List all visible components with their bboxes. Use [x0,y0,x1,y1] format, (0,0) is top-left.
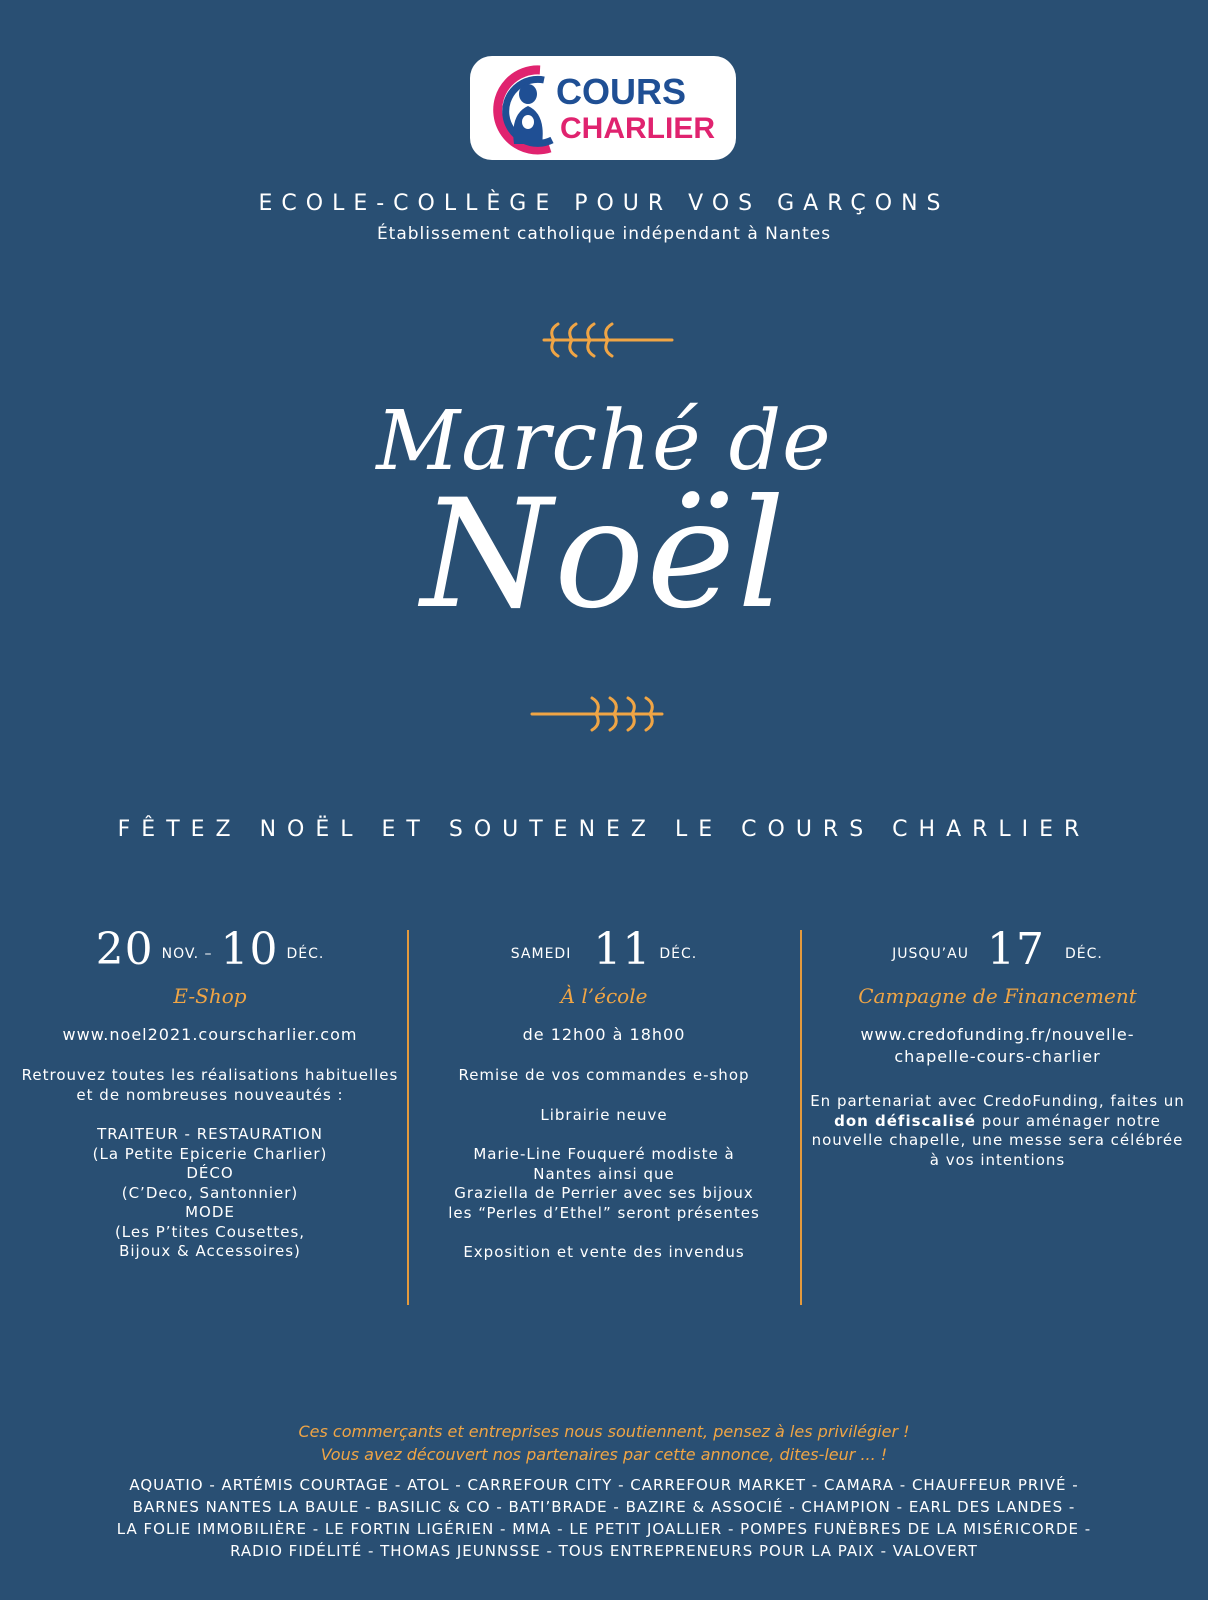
school-event-time: de 12h00 à 18h00 [522,1025,686,1044]
cours-charlier-logo [470,56,736,160]
wheat-sprig-bottom-icon [524,694,670,734]
tagline: FÊTEZ NOËL ET SOUTENEZ LE COURS CHARLIER [117,817,1091,842]
date-number: 10 [220,924,279,975]
event-title-line2: Noël [420,468,788,642]
eshop-heading: E-Shop [173,984,247,1008]
date-month: DÉC. [286,946,325,962]
funding-text: En partenariat avec CredoFunding, faites un [810,1092,1185,1110]
school-title: ECOLE-COLLÈGE POUR VOS GARÇONS [258,191,950,216]
funding-text: pour aménager notre nouvelle chapelle, une messe sera célébrée à vos intentions [811,1111,1184,1169]
partners-title-line1: Ces commerçants et entreprises nous soutiennent, pensez à les privilégier ! [298,1422,910,1441]
eshop-dates [20,920,400,975]
eshop-categories: TRAITEUR - RESTAURATION (La Petite Epicerie Charlier) DÉCO (C’Deco, Santonnier) MODE (Les P’tites Cousettes, Bijoux & Accessoires) [92,1125,328,1260]
partners-title-line2: Vous avez découvert nos partenaires par cette annonce, dites-leur ... ! [320,1445,888,1464]
school-event-column [414,920,794,1283]
column-divider [800,930,802,1305]
funding-body [805,1092,1190,1170]
logo-line2: CHARLIER [560,112,715,145]
date-prefix: JUSQU’AU [892,946,969,962]
school-subtitle: Établissement catholique indépendant à Nantes [376,224,832,244]
partners-line: LA FOLIE IMMOBILIÈRE - LE FORTIN LIGÉRIEN - MMA - LE PETIT JOALLIER - POMPES FUNÈBRES DE LA MISÉRICORDE - [116,1520,1092,1538]
date-number: 11 [593,924,652,975]
school-event-heading: À l’école [560,984,648,1008]
wheat-sprig-top-icon [534,320,680,360]
school-event-item: Marie-Line Fouqueré modiste à Nantes ainsi que Graziella de Perrier avec ses bijoux les “Perles d’Ethel” seront présentes [448,1145,760,1222]
date-month: DÉC. [659,946,698,962]
funding-text-bold: don défiscalisé [834,1111,976,1130]
partners-line: AQUATIO - ARTÉMIS COURTAGE - ATOL - CARREFOUR CITY - CARREFOUR MARKET - CAMARA - CHAUFFEUR PRIVÉ - [129,1476,1079,1494]
date-month: DÉC. [1064,946,1103,962]
funding-date [805,920,1190,975]
eshop-body [20,1066,400,1262]
school-event-item: Remise de vos commandes e-shop [458,1066,750,1084]
school-event-item: Librairie neuve [540,1105,668,1124]
eshop-intro: Retrouvez toutes les réalisations habituelles et de nombreuses nouveautés : [21,1066,399,1104]
partners-line: BARNES NANTES LA BAULE - BASILIC & CO - BATI’BRADE - BAZIRE & ASSOCIÉ - CHAMPION - EARL DES LANDES - [132,1498,1076,1516]
logo-line1: COURS [556,71,687,112]
eshop-column [20,920,400,1282]
partners-line: RADIO FIDÉLITÉ - THOMAS JEUNNSSE - TOUS ENTREPRENEURS POUR LA PAIX - VALOVERT [230,1542,978,1560]
date-number: 17 [986,924,1045,975]
school-event-item: Exposition et vente des invendus [463,1243,745,1261]
date-prefix: SAMEDI [510,946,572,962]
date-month: NOV. – [161,946,213,962]
funding-heading: Campagne de Financement [858,984,1137,1008]
funding-url[interactable]: www.credofunding.fr/nouvelle-chapelle-cours-charlier [860,1025,1135,1066]
school-event-body [414,1066,794,1263]
school-event-date [414,920,794,975]
column-divider [407,930,409,1305]
funding-column [805,920,1190,1170]
eshop-url[interactable]: www.noel2021.courscharlier.com [62,1025,358,1044]
partners-title [0,1420,1208,1466]
partners-list [0,1474,1208,1562]
event-title-line1: Marché de [376,394,832,489]
date-number: 20 [95,924,154,975]
